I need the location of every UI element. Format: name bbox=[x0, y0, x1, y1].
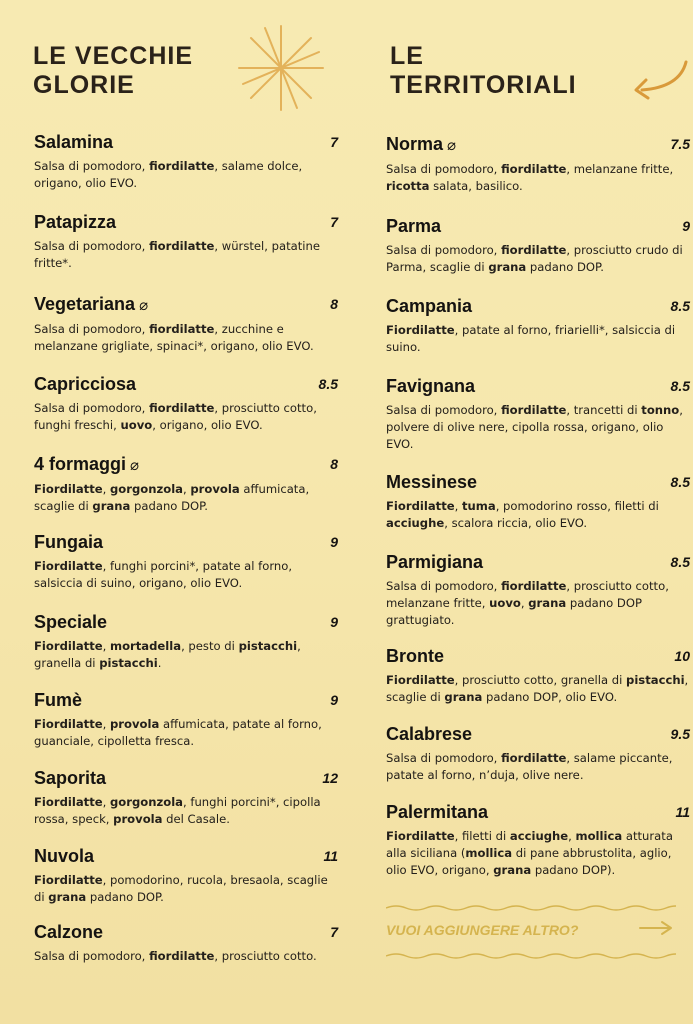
menu-item-description bbox=[34, 238, 338, 272]
menu-item bbox=[34, 132, 338, 192]
menu-item-name bbox=[386, 472, 690, 492]
description-text: , trancetti di bbox=[566, 403, 642, 417]
pizza-name: Fumè bbox=[34, 690, 83, 710]
curved-arrow-icon bbox=[628, 58, 690, 106]
ingredient-highlight: pistacchi bbox=[238, 639, 298, 653]
vegetarian-icon: ⌀ bbox=[139, 296, 149, 314]
right-section-title bbox=[390, 42, 577, 100]
menu-item bbox=[34, 922, 338, 965]
ingredient-highlight: grana bbox=[92, 499, 131, 513]
description-text: Salsa di pomodoro, bbox=[34, 159, 150, 173]
menu-item-name bbox=[34, 612, 338, 632]
wavy-divider-top bbox=[386, 904, 676, 912]
menu-item bbox=[386, 376, 690, 453]
ingredient-highlight: grana bbox=[48, 890, 87, 904]
description-text: , salame dolce, origano, olio EVO. bbox=[34, 159, 303, 190]
menu-item bbox=[34, 374, 338, 434]
pizza-name: Saporita bbox=[34, 768, 107, 788]
ingredient-highlight: fiordilatte bbox=[501, 243, 567, 257]
ingredient-highlight: Fiordilatte bbox=[386, 323, 455, 337]
vegetarian-icon: ⌀ bbox=[447, 136, 457, 154]
menu-item-name bbox=[386, 552, 690, 572]
menu-item-name bbox=[34, 690, 338, 710]
description-text: Salsa di pomodoro, bbox=[386, 243, 502, 257]
sparkle-star-icon bbox=[235, 22, 327, 114]
right-title-line: TERRITORIALI bbox=[390, 71, 577, 99]
description-text: , prosciutto crudo di Parma, scaglie di bbox=[386, 243, 683, 274]
description-text: Salsa di pomodoro, bbox=[34, 322, 150, 336]
left-title-line: GLORIE bbox=[33, 71, 135, 99]
menu-item bbox=[34, 532, 338, 592]
ingredient-highlight: ricotta bbox=[386, 179, 430, 193]
description-text: , pomodorino, rucola, bresaola, scaglie di bbox=[34, 873, 328, 904]
description-text: , melanzane fritte, bbox=[566, 162, 674, 176]
menu-item-price: 12 bbox=[322, 770, 338, 786]
ingredient-highlight: provola bbox=[113, 812, 163, 826]
vegetarian-icon: ⌀ bbox=[130, 456, 140, 474]
menu-item-price: 7.5 bbox=[670, 136, 690, 152]
ingredient-highlight: grana bbox=[493, 863, 532, 877]
ingredient-highlight: fiordilatte bbox=[149, 239, 215, 253]
menu-item-description bbox=[34, 638, 338, 672]
menu-item-name bbox=[34, 132, 338, 152]
description-text: , polvere di olive nere, cipolla rossa, origano, olio EVO. bbox=[386, 403, 683, 451]
menu-item-description bbox=[386, 161, 690, 195]
ingredient-highlight: mollica bbox=[575, 829, 623, 843]
menu-item-price: 8.5 bbox=[670, 554, 690, 570]
menu-item bbox=[34, 454, 338, 515]
pizza-name: Messinese bbox=[386, 472, 478, 492]
menu-item bbox=[386, 472, 690, 532]
description-text: , scaglie di bbox=[386, 673, 689, 704]
menu-item bbox=[34, 612, 338, 672]
description-text: affumicata, patate al forno, guanciale, cipolletta fresca. bbox=[34, 717, 322, 748]
ingredient-highlight: pistacchi bbox=[99, 656, 158, 670]
ingredient-highlight: fiordilatte bbox=[501, 162, 567, 176]
menu-item-price: 9 bbox=[330, 692, 338, 708]
pizza-name: Fungaia bbox=[34, 532, 104, 552]
menu-item-name bbox=[34, 846, 338, 866]
ingredient-highlight: acciughe bbox=[386, 516, 445, 530]
description-text: Salsa di pomodoro, bbox=[34, 949, 150, 963]
menu-item-description bbox=[34, 158, 338, 192]
menu-item-description bbox=[34, 794, 338, 828]
menu-item-description bbox=[34, 321, 338, 355]
menu-item-description bbox=[386, 672, 690, 706]
menu-item-price: 7 bbox=[330, 214, 338, 230]
pizza-name: Parma bbox=[386, 216, 442, 236]
menu-item-name bbox=[34, 212, 338, 232]
add-more-label: VUOI AGGIUNGERE ALTRO? bbox=[386, 922, 579, 938]
menu-item-description bbox=[386, 242, 690, 276]
menu-item-name bbox=[34, 768, 338, 788]
menu-item-price: 8.5 bbox=[670, 298, 690, 314]
ingredient-highlight: Fiordilatte bbox=[34, 639, 103, 653]
description-text: Salsa di pomodoro, bbox=[386, 751, 502, 765]
ingredient-highlight: mollica bbox=[465, 846, 513, 860]
pizza-name: Favignana bbox=[386, 376, 476, 396]
description-text: Salsa di pomodoro, bbox=[386, 403, 502, 417]
menu-item bbox=[386, 216, 690, 276]
menu-item-price: 10 bbox=[674, 648, 690, 664]
menu-item bbox=[34, 212, 338, 272]
ingredient-highlight: fiordilatte bbox=[149, 401, 215, 415]
ingredient-highlight: fiordilatte bbox=[149, 159, 215, 173]
ingredient-highlight: tonno bbox=[641, 403, 680, 417]
menu-item-name bbox=[386, 646, 690, 666]
description-text: padano DOP. bbox=[130, 499, 208, 513]
pizza-name: Vegetariana bbox=[34, 294, 136, 314]
menu-item-description bbox=[386, 402, 690, 453]
pizza-name: Calabrese bbox=[386, 724, 473, 744]
description-text: , bbox=[102, 717, 110, 731]
menu-item-description bbox=[386, 322, 690, 356]
menu-item-price: 9 bbox=[330, 534, 338, 550]
left-section-title bbox=[33, 42, 193, 100]
pizza-name: Norma bbox=[386, 134, 444, 154]
menu-item-description bbox=[34, 558, 338, 592]
menu-item-name bbox=[386, 216, 690, 236]
ingredient-highlight: fiordilatte bbox=[149, 322, 215, 336]
menu-item bbox=[34, 690, 338, 750]
menu-item bbox=[386, 646, 690, 706]
menu-item-price: 8.5 bbox=[670, 474, 690, 490]
pizza-name: Bronte bbox=[386, 646, 444, 666]
description-text: , pesto di bbox=[181, 639, 239, 653]
description-text: Salsa di pomodoro, bbox=[34, 239, 150, 253]
description-text: ata alla siciliana ( bbox=[386, 829, 673, 860]
menu-item-name bbox=[386, 802, 690, 822]
description-text: padano DOP. bbox=[86, 890, 164, 904]
description-text: , patate al forno, friarielli*, salsiccia di suino. bbox=[386, 323, 676, 354]
ingredient-highlight: provola bbox=[109, 717, 160, 731]
menu-item bbox=[386, 552, 690, 629]
menu-item-price: 8 bbox=[330, 296, 338, 312]
description-text: , bbox=[454, 499, 462, 513]
pizza-name: Calzone bbox=[34, 922, 104, 942]
menu-item-name bbox=[386, 134, 690, 155]
description-text: , bbox=[568, 829, 576, 843]
description-text: , würstel, patatine fritte*. bbox=[34, 239, 320, 270]
menu-item-price: 11 bbox=[323, 848, 338, 864]
description-text: , granella di bbox=[34, 639, 301, 670]
description-text: , bbox=[102, 482, 110, 496]
ingredient-highlight: Fiordilatte bbox=[34, 559, 103, 573]
menu-item-price: 7 bbox=[330, 924, 338, 940]
description-text: , bbox=[520, 596, 529, 610]
description-text: salata, basilico. bbox=[429, 179, 523, 193]
pizza-name: Campania bbox=[386, 296, 473, 316]
pizza-name: Speciale bbox=[34, 612, 108, 632]
menu-item bbox=[386, 134, 690, 195]
ingredient-highlight: grana bbox=[488, 260, 527, 274]
description-text: , bbox=[102, 639, 110, 653]
menu-item bbox=[386, 802, 690, 879]
add-more-banner[interactable] bbox=[386, 918, 676, 962]
ingredient-highlight: gorgonzola bbox=[109, 795, 183, 809]
description-text: padano DOP. bbox=[526, 260, 604, 274]
menu-item-price: 9 bbox=[330, 614, 338, 630]
description-text: Salsa di pomodoro, bbox=[386, 162, 502, 176]
ingredient-highlight: gorgonzola bbox=[109, 482, 183, 496]
ingredient-highlight: Fiordilatte bbox=[386, 673, 455, 687]
menu-item-name bbox=[34, 374, 338, 394]
description-text: , pomodorino rosso, filetti di bbox=[495, 499, 659, 513]
description-text: , funghi porcini*, patate al forno, salsiccia di suino, origano, olio EVO. bbox=[34, 559, 293, 590]
menu-item-name bbox=[386, 376, 690, 396]
menu-item-price: 8.5 bbox=[318, 376, 338, 392]
ingredient-highlight: Fiordilatte bbox=[386, 829, 455, 843]
ingredient-highlight: uovo bbox=[120, 418, 153, 432]
ingredient-highlight: fiordilatte bbox=[149, 949, 215, 963]
pizza-name: Nuvola bbox=[34, 846, 95, 866]
ingredient-highlight: Fiordilatte bbox=[34, 717, 103, 731]
ingredient-highlight: Fiordilatte bbox=[34, 873, 103, 887]
menu-item-name bbox=[34, 532, 338, 552]
description-text: Salsa di pomodoro, bbox=[34, 401, 150, 415]
menu-item-description bbox=[34, 400, 338, 434]
description-text: . bbox=[157, 656, 162, 670]
ingredient-highlight: tuma bbox=[461, 499, 496, 513]
menu-item bbox=[34, 846, 338, 906]
menu-item-price: 11 bbox=[675, 804, 690, 820]
menu-item-price: 8 bbox=[330, 456, 338, 472]
right-arrow-icon bbox=[638, 920, 674, 936]
description-text: di pane abbrustolita, aglio, olio EVO, origano, bbox=[386, 846, 672, 877]
pizza-name: Salamina bbox=[34, 132, 114, 152]
menu-item-name bbox=[386, 724, 690, 744]
pizza-name: Patapizza bbox=[34, 212, 117, 232]
description-text: padano DOP). bbox=[531, 863, 616, 877]
description-text: Salsa di pomodoro, bbox=[386, 579, 502, 593]
ingredient-highlight: Fiordilatte bbox=[34, 795, 103, 809]
menu-item-price: 7 bbox=[330, 134, 338, 150]
left-title-line: LE VECCHIE bbox=[33, 42, 194, 70]
menu-item-name bbox=[34, 922, 338, 942]
ingredient-highlight: grana bbox=[528, 596, 567, 610]
description-text: , bbox=[183, 482, 191, 496]
description-text: , bbox=[102, 795, 110, 809]
menu-item bbox=[34, 294, 338, 355]
menu-item-price: 9.5 bbox=[670, 726, 690, 742]
pizza-name: Palermitana bbox=[386, 802, 489, 822]
description-text: affumicata, scaglie di bbox=[34, 482, 310, 513]
menu-item-description bbox=[34, 872, 338, 906]
ingredient-highlight: fiordilatte bbox=[501, 403, 567, 417]
menu-item-description bbox=[386, 828, 690, 879]
menu-item bbox=[386, 296, 690, 356]
menu-item-description bbox=[34, 481, 338, 515]
description-text: , prosciutto cotto. bbox=[214, 949, 317, 963]
ingredient-highlight: acciughe bbox=[509, 829, 569, 843]
description-text: , prosciutto cotto, granella di bbox=[454, 673, 627, 687]
wavy-divider-bottom bbox=[386, 952, 676, 960]
description-text: , salame piccante, patate al forno, n’duja, olive nere. bbox=[386, 751, 673, 782]
ingredient-highlight: Fiordilatte bbox=[386, 499, 455, 513]
right-title-line: LE bbox=[390, 42, 424, 70]
menu-item-name bbox=[386, 296, 690, 316]
pizza-name: Parmigiana bbox=[386, 552, 484, 572]
pizza-name: 4 formaggi bbox=[34, 454, 127, 474]
description-text: , origano, olio EVO. bbox=[152, 418, 263, 432]
ingredient-highlight: pistacchi bbox=[626, 673, 685, 687]
menu-item-price: 9 bbox=[682, 218, 690, 234]
description-text: , zucchine e melanzane grigliate, spinaci*, origano, olio EVO. bbox=[34, 322, 314, 353]
description-text: del Casale. bbox=[162, 812, 230, 826]
description-text: , prosciutto cotto, melanzane fritte, bbox=[386, 579, 669, 610]
ingredient-highlight: fiordilatte bbox=[501, 751, 567, 765]
ingredient-highlight: fiordilatte bbox=[501, 579, 567, 593]
ingredient-highlight: grana bbox=[444, 690, 483, 704]
menu-item-description bbox=[34, 948, 338, 965]
ingredient-highlight: uovo bbox=[489, 596, 521, 610]
ingredient-highlight: mortadella bbox=[109, 639, 182, 653]
menu-item bbox=[386, 724, 690, 784]
description-text: padano DOP grattugiato. bbox=[386, 596, 642, 627]
menu-item-description bbox=[34, 716, 338, 750]
description-text: , funghi porcini*, cipolla rossa, speck, bbox=[34, 795, 321, 826]
menu-item-name bbox=[34, 294, 338, 315]
pizza-name: Capricciosa bbox=[34, 374, 137, 394]
ingredient-highlight: provola bbox=[190, 482, 240, 496]
description-text: attur bbox=[622, 829, 655, 843]
ingredient-highlight: Fiordilatte bbox=[34, 482, 103, 496]
menu-item-price: 8.5 bbox=[670, 378, 690, 394]
description-text: , prosciutto cotto, funghi freschi, bbox=[34, 401, 317, 432]
menu-item-description bbox=[386, 498, 690, 532]
description-text: , scalora riccia, olio EVO. bbox=[444, 516, 588, 530]
menu-item-name bbox=[34, 454, 338, 475]
menu-item bbox=[34, 768, 338, 828]
menu-item-description bbox=[386, 750, 690, 784]
description-text: padano DOP, olio EVO. bbox=[482, 690, 618, 704]
menu-item-description bbox=[386, 578, 690, 629]
description-text: , filetti di bbox=[454, 829, 510, 843]
